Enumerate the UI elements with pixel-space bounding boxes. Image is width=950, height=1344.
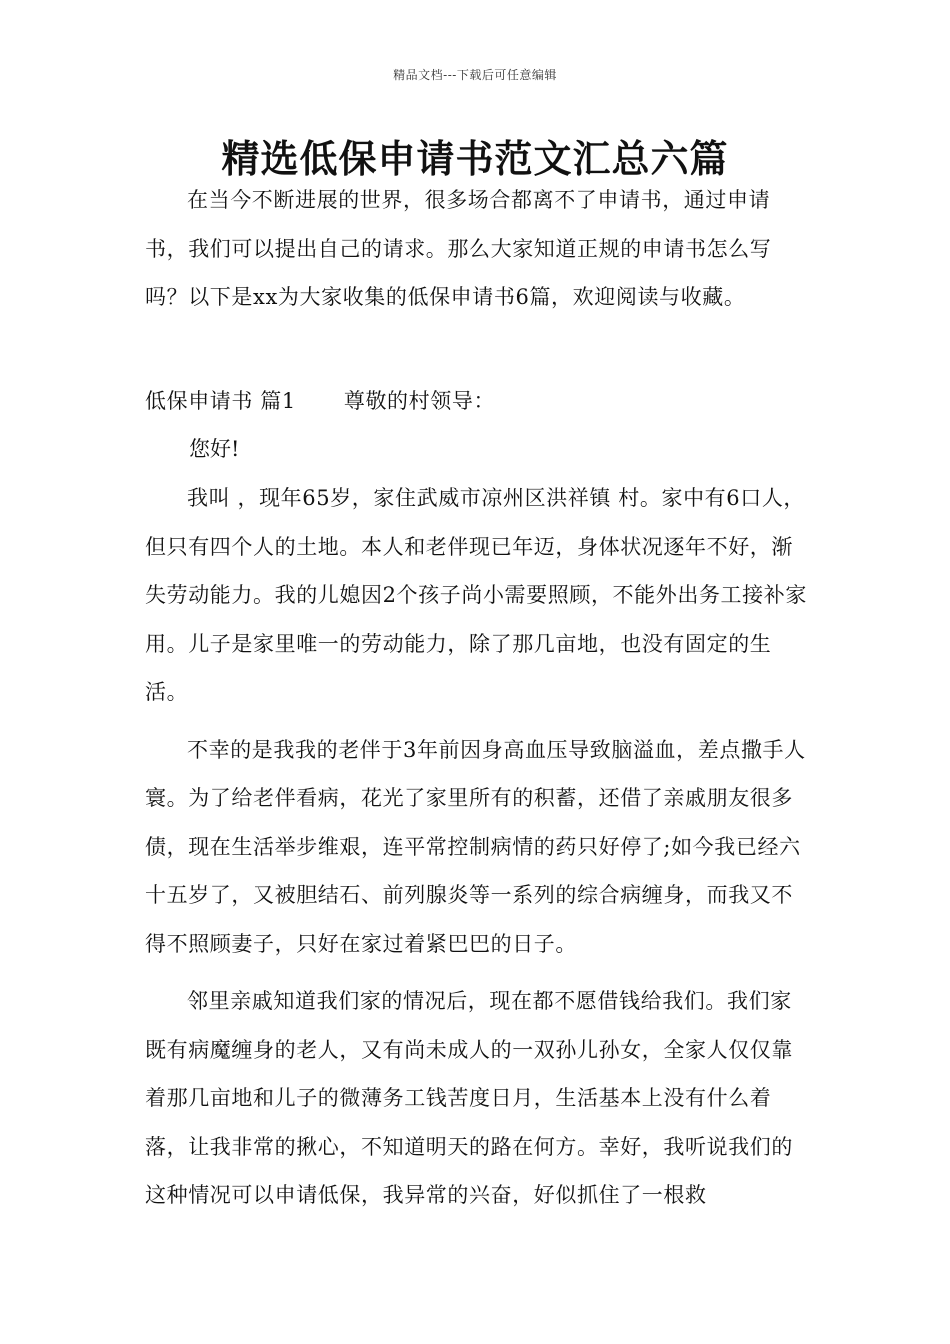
body-paragraph: 邻里亲戚知道我们家的情况后，现在都不愿借钱给我们。我们家既有病魔缠身的老人，又有尚未成人的一双孙儿孙女，全家人仅仅靠着那几亩地和儿子的微薄务工钱苦度日月，生活基本上没有什么着落，让我非常的揪心，不知道明天的路在何方。幸好，我听说我们的这种情况可以申请低保，我异常的兴奋，好似抓住了一根救: [145, 989, 793, 1207]
document-title: 精选低保申请书范文汇总六篇: [221, 137, 729, 181]
salutation: 尊敬的村领导：: [343, 389, 496, 413]
section-label: 低保申请书 篇1: [145, 389, 296, 413]
body-paragraph: 不幸的是我我的老伴于3年前因身高血压导致脑溢血，差点撒手人寰。为了给老伴看病，花光了家里所有的积蓄，还借了亲戚朋友很多债，现在生活举步维艰，连平常控制病情的药只好停了;如今我已经六十五岁了，又被胆结石、前列腺炎等一系列的综合病缠身，而我又不得不照顾妻子，只好在家过着紧巴巴的日子。: [145, 737, 806, 956]
section-heading-line: [145, 377, 813, 426]
header-note: 精品文档---下载后可任意编辑: [393, 68, 557, 82]
body-paragraph: 我叫 ，现年65岁，家住武威市凉州区洪祥镇 村。家中有6口人，但只有四个人的土地。本人和老伴现已年迈，身体状况逐年不好，渐失劳动能力。我的儿媳因2个孩子尚小需要照顾，不能外出务工接补家用。儿子是家里唯一的劳动能力，除了那几亩地，也没有固定的生活。: [145, 486, 807, 704]
letter-body: [145, 474, 813, 1220]
greeting: 您好!: [189, 437, 240, 461]
intro-paragraph: 在当今不断进展的世界，很多场合都离不了申请书，通过申请书，我们可以提出自己的请求。那么大家知道正规的申请书怎么写吗？以下是xx为大家收集的低保申请书6篇，欢迎阅读与收藏。: [145, 188, 772, 309]
intro-section: [145, 176, 813, 322]
